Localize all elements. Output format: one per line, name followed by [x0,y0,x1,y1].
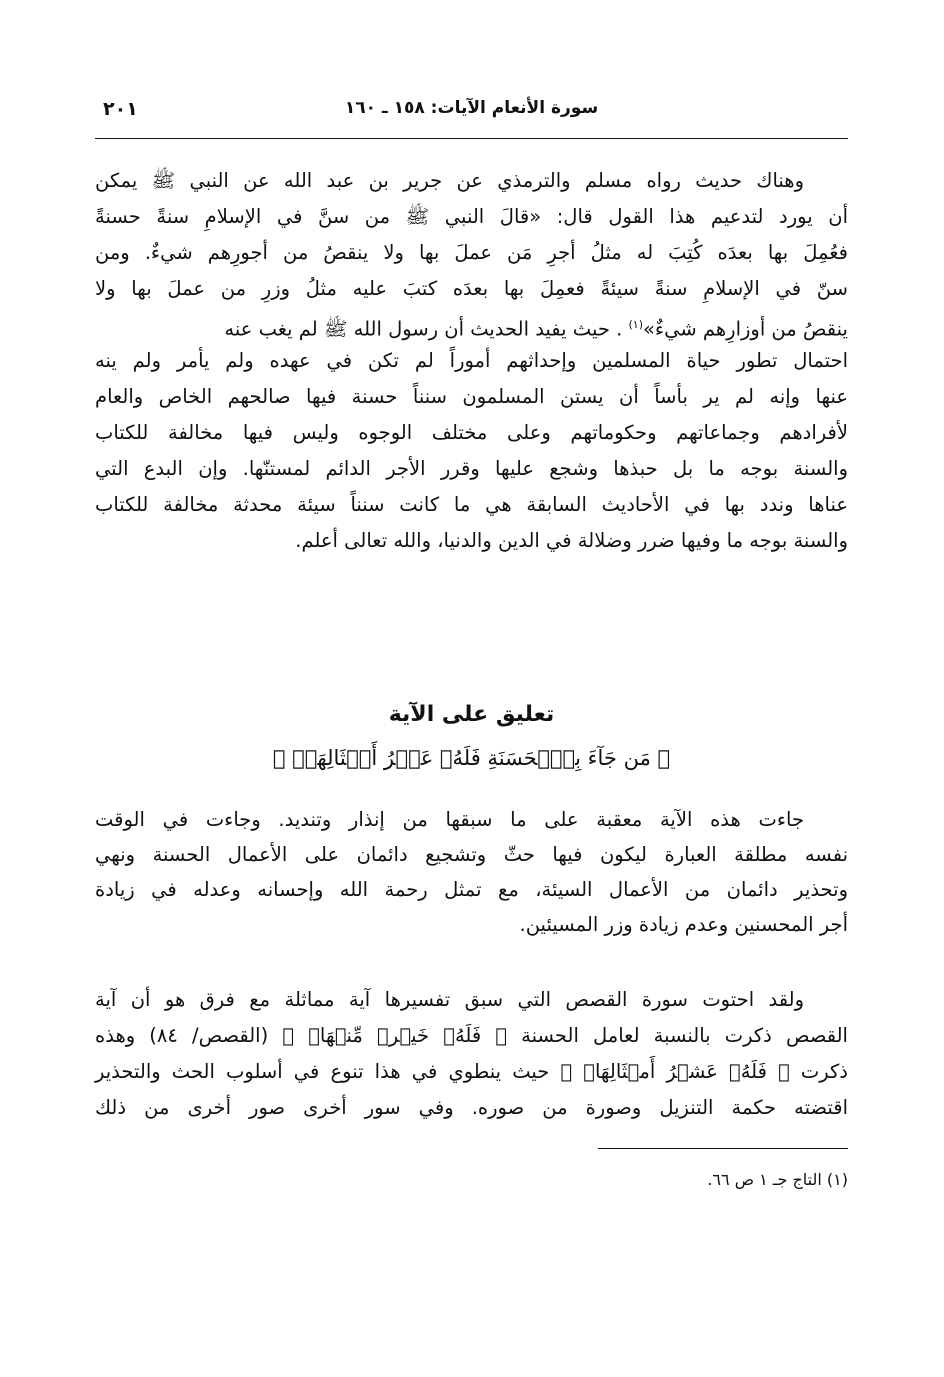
text-line: وهناك حديث رواه مسلم والترمذي عن جرير بن عبد الله عن النبي ﷺ يمكن [95,169,804,192]
quran-verse: ﴿ مَن جَآءَ بِٱلۡحَسَنَةِ فَلَهُۥ عَشۡرُ أَمۡثَالِهَاۖ ﴾ [272,746,671,770]
footnote-ref: (١) [628,318,643,331]
text-line: ولقد احتوت سورة القصص التي سبق تفسيرها آية مماثلة مع فرق هو أن آية [95,988,804,1011]
section-title: تعليق على الآية [388,702,555,727]
text-line: والسنة بوجه ما وفيها ضرر وضلالة في الدين والدنيا، والله تعالى أعلم. [295,529,848,552]
text-line: اقتضته حكمة التنزيل وصورة من صوره. وفي سور أخرى صور أخرى من ذلك [95,1096,848,1119]
page-number: ٢٠١ [103,98,138,120]
text-line: أجر المحسنين وعدم زيادة وزر المسيئين. [519,913,848,936]
text-segment: ينقصُ من أوزارِهم شيءٌ» [643,317,848,341]
text-line: جاءت هذه الآية معقبة على ما سبقها من إنذار وتنديد. وجاءت في الوقت [95,808,804,831]
footnote: (١) التاج جـ ١ ص ٦٦. [707,1170,848,1189]
header-title: سورة الأنعام الآيات: ١٥٨ ـ ١٦٠ [344,98,599,118]
text-line: والسنة بوجه ما بل حبذها وشجع عليها وقرر الأجر الدائم لمستنّها. وإن البدع التي [95,457,848,480]
text-line: احتمال تطور حياة المسلمين وإحداثهم أموراً لم تكن في عهده ولم يأمر ولم ينه [95,349,848,372]
text-line [95,310,848,345]
header-divider [95,138,848,139]
text-line: لأفرادهم وجماعاتهم وحكوماتهم وعلى مختلف الوجوه وليس فيها مخالفة للكتاب [95,421,848,444]
text-line: فعُمِلَ بها بعدَه كُتِبَ له مثلُ أجرِ مَن عملَ بها ولا ينقصُ من أجورِهم شيءٌ. ومن [95,241,848,264]
text-line: عنها وإنه لم ير بأساً أن يستن المسلمون سنناً حسنة فيها صالحهم الخاص والعام [95,385,848,408]
text-line: وتحذير دائمان من الأعمال السيئة، مع تمثل رحمة الله وإحسانه وعدله في زيادة [95,878,848,901]
text-line: أن يورد لتدعيم هذا القول قال: «قالَ النبي ﷺ من سنَّ في الإسلامِ سنةً حسنةً [95,205,848,228]
text-line: سنّ في الإسلامِ سنةً سيئةً فعمِلَ بها بعدَه كتبَ عليه مثلُ وزرِ من عملَ بها ولا [95,277,848,300]
text-line: القصص ذكرت بالنسبة لعامل الحسنة ﴿ فَلَهُۥ خَيۡرٞ مِّنۡهَاۖ ﴾ (القصص/ ٨٤) وهذه [95,1024,848,1047]
text-line: ذكرت ﴿ فَلَهُۥ عَشۡرُ أَمۡثَالِهَاۖ ﴾ حيث ينطوي في هذا تنوع في أسلوب الحث والتحذير [95,1060,848,1083]
footnote-divider [598,1148,848,1149]
text-line: عناها وندد بها في الأحاديث السابقة هي ما كانت سنناً سيئة محدثة مخالفة للكتاب [95,493,848,516]
text-line: نفسه مطلقة العبارة ليكون فيها حثّ وتشجيع دائمان على الأعمال الحسنة ونهي [95,843,848,866]
text-segment: . حيث يفيد الحديث أن رسول الله ﷺ لم يغب عنه [224,317,623,341]
running-header [95,92,848,126]
